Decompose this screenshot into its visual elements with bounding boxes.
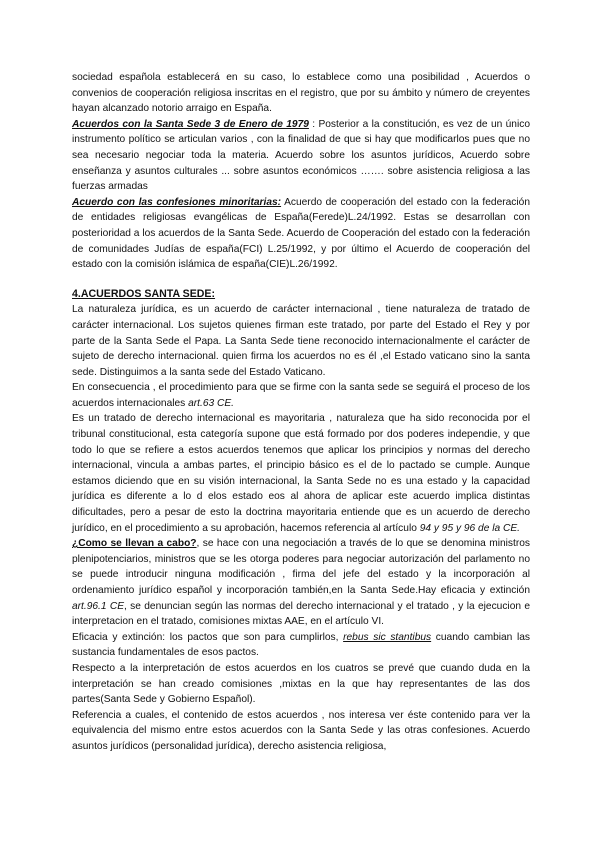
paragraph-intro: sociedad española establecerá en su caso, lo establece como una posibilidad , Acuerdos o convenios de cooperación religiosa inscritas en el registro, que por su ámbito y número de creyentes hayan alcanzado notorio arraigo en España.	[72, 72, 530, 115]
paragraph-contenido: Referencia a cuales, el contenido de estos acuerdos , nos interesa ver éste contenido para ver la equivalencia del mismo entre estos acuerdos con la Santa Sede y las otras confesiones. Acuerdo asuntos jurídicos (personalidad jurídica), derecho asistencia religiosa,	[72, 709, 530, 752]
heading-como-se-llevan-a-cabo: ¿Como se llevan a cabo?	[72, 538, 197, 550]
paragraph-confesiones-minoritarias	[72, 195, 530, 273]
paragraph-text: Eficacia y extinción: los pactos que son para cumplirlos,	[72, 631, 344, 643]
paragraph-como-se-llevan-a-cabo	[72, 536, 530, 630]
document-page	[72, 70, 530, 755]
legal-reference: art.96.1 CE	[72, 600, 125, 612]
legal-reference: 94 y 95 y 96 de la CE.	[419, 522, 520, 534]
heading-acuerdos-santa-sede-1979: Acuerdos con la Santa Sede 3 de Enero de 1979	[72, 118, 309, 130]
paragraph-text: cuando cambian las sustancia fundamentales de esos pactos.	[72, 631, 531, 659]
paragraph-text: Es un tratado de derecho internacional es mayoritaria , naturaleza que ha sido reconocida por el tribunal constitucional, esta categoría supone que está formado por dos poderes independie, y que todo lo que se refiere a estos acuerdos tenemos que aplicar los principios y normas del derecho internacional, vincula a ambas partes, el principio básico es el de lo pactado se cumple. Aunque estamos diciendo que en su visión internacional, la Santa Sede no es una estado y la capacidad jurídica es diferente a lo d elos estado eos al ahora de aplicar este acuerdo implica distintas dificultades, pero a pesar de esto la doctrina mayoritaria entiende que es un acuerdo de derecho jurídico, en el procedimiento a su aprobación, hacemos referencia al artículo	[72, 413, 530, 534]
paragraph-eficacia-extincion	[72, 630, 530, 661]
paragraph-naturaleza-juridica: La naturaleza jurídica, es un acuerdo de carácter internacional , tiene naturaleza de tratado de carácter internacional. Los sujetos quienes firman este tratado, por parte del Estado el Rey y por parte de la Santa Sede el Papa. La Santa Sede tiene reconocido internacionalmente el carácter de sujeto de derecho internacional. quien firma los acuerdos no es él ,el Estado vaticano sino la santa sede. Distinguimos a la santa sede del Estado Vaticano.	[72, 304, 530, 378]
paragraph-procedimiento	[72, 380, 530, 411]
heading-confesiones-minoritarias: Acuerdo con las confesiones minoritarias:	[72, 196, 282, 208]
paragraph-text: , se hace con una negociación a través de lo que se denomina ministros plenipotenciarios, ministros que se les otorga poderes para negociar autorización del parlamento no se puede introducir ninguna modificación , firma del jefe del estado y la incorporación al ordenamiento jurídico español y incorporación también,en la Santa Sede.Hay eficacia y extinción	[72, 538, 530, 596]
legal-reference: art.63 CE.	[188, 397, 234, 409]
paragraph-text: Acuerdo de cooperación del estado con la federación de entidades religiosas evangélicas de España(Ferede)L.24/1992. Estas se desarrollan con posterioridad a los acuerdos de la Santa Sede. Acuerdo de Cooperación del estado con la federación de comunidades Judías de españa(FCI) L.25/1992, y por último el Acuerdo de cooperación del estado con la comisión islámica de españa(CIE)L.26/1992.	[72, 196, 530, 271]
paragraph-text: , se denuncian según las normas del derecho internacional y el tratado , y la ejecucion e interpretacion en el tratado, comisiones mixtas AAE, en el artículo VI.	[72, 600, 531, 628]
section-title: 4.ACUERDOS SANTA SEDE:	[72, 287, 216, 300]
paragraph-tratado	[72, 411, 530, 536]
paragraph-interpretacion: Respecto a la interpretación de estos acuerdos en los cuatros se prevé que cuando duda en la interpretación se han creado comisiones ,mixtas en la que hay representantes de las dos partes(Santa Sede y Gobierno Español).	[72, 662, 530, 706]
paragraph-text: : Posterior a la constitución, es vez de un único instrumento político se articulan varios , con la finalidad de que si hay que modificarlos pues que no sea necesario negociar toda la materia. Acuerdo sobre los asuntos jurídicos, Acuerdo sobre enseñanza y asuntos culturales ... sobre asuntos económicos ……. sobre asistencia religiosa a las fuerzas armadas	[72, 118, 530, 193]
paragraph-text: En consecuencia , el procedimiento para que se firme con la santa sede se seguirá el proceso de los acuerdos internacionales	[72, 382, 530, 409]
latin-term: rebus sic stantibus	[343, 631, 432, 643]
paragraph-santa-sede-1979	[72, 117, 530, 195]
